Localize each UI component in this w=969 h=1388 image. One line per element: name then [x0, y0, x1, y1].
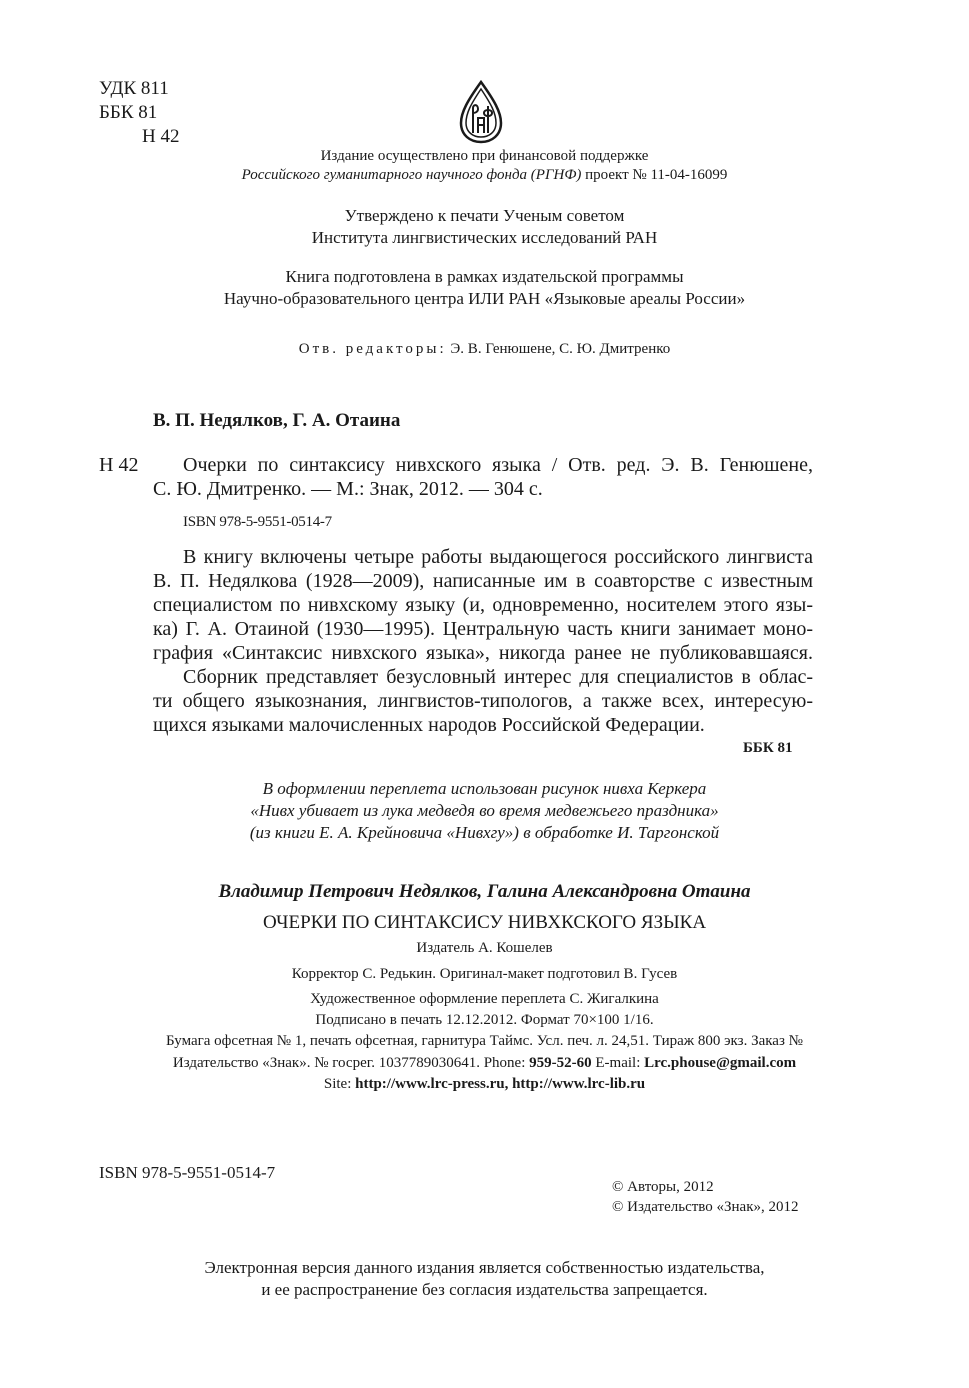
- email-label: E-mail:: [591, 1055, 645, 1071]
- bbk-code: ББК 81: [99, 102, 158, 123]
- phone-number: 959-52-60: [529, 1055, 592, 1071]
- fund-name: Российского гуманитарного научного фонда (РГНФ): [241, 167, 582, 183]
- annotation-p2-line-3: щихся языками малочисленных народов Российской Федерации.: [153, 714, 705, 736]
- editors-label: Отв. редакторы:: [298, 341, 447, 357]
- udk-code: УДК 811: [99, 78, 169, 99]
- annotation-p1-line-4: ка) Г. А. Отаиной (1930—1995). Центральную часть книги занимает моно-: [153, 618, 813, 640]
- cover-note-line-2: «Нивх убивает из лука медведя во время медвежьего праздника»: [250, 801, 719, 820]
- annotation-p2-line-1: Сборник представляет безусловный интерес для специалистов в облас-: [183, 666, 813, 688]
- record-mark: Н 42: [99, 454, 139, 476]
- editors-line: [0, 341, 969, 358]
- approved-line-2: Института лингвистических исследований РАН: [311, 228, 658, 247]
- imprint-title: ОЧЕРКИ ПО СИНТАКСИСУ НИВХКСКОГО ЯЗЫКА: [262, 912, 707, 933]
- annotation-bbk: ББК 81: [743, 740, 793, 756]
- site-links: http://www.lrc-press.ru, http://www.lrc-lib.ru: [355, 1076, 646, 1092]
- editors-names: Э. В. Генюшене, С. Ю. Дмитренко: [446, 341, 671, 357]
- email-address: Lrc.phouse@gmail.com: [644, 1055, 797, 1071]
- footer-isbn: ISBN 978-5-9551-0514-7: [99, 1163, 276, 1182]
- support-fund-line: [0, 167, 969, 184]
- imprint-paper: Бумага офсетная № 1, печать офсетная, гарнитура Таймс. Усл. печ. л. 24,51. Тираж 800 экз. Заказ №: [166, 1033, 803, 1049]
- cover-note-line-1: В оформлении переплета использован рисунок нивха Керкера: [262, 779, 707, 798]
- annotation-p1-line-1: В книгу включены четыре работы выдающегося российского лингвиста: [183, 546, 813, 568]
- imprint-staff: Корректор С. Редькин. Оригинал-макет подготовил В. Гусев: [291, 966, 678, 982]
- record-line-1: Очерки по синтаксису нивхского языка / Отв. ред. Э. В. Генюшене,: [183, 454, 813, 476]
- notice-line-1: Электронная версия данного издания является собственностью издательства,: [204, 1258, 765, 1277]
- imprint-authors: Владимир Петрович Недялков, Галина Александровна Отаина: [218, 881, 751, 902]
- annotation-p1-line-2: В. П. Недялкова (1928—2009), написанные им в соавторстве с известным: [153, 570, 813, 592]
- imprint-site: [0, 1076, 969, 1093]
- imprint-signed: Подписано в печать 12.12.2012. Формат 70×100 1/16.: [315, 1012, 654, 1028]
- support-line: Издание осуществлено при финансовой поддержке: [320, 148, 649, 164]
- program-line-2: Научно-образовательного центра ИЛИ РАН «Языковые ареалы России»: [223, 289, 746, 308]
- approved-line-1: Утверждено к печати Ученым советом: [344, 206, 625, 225]
- rgnf-logo-icon: [458, 80, 504, 144]
- site-label: Site:: [323, 1076, 356, 1092]
- record-isbn: ISBN 978-5-9551-0514-7: [183, 514, 332, 530]
- author-mark: Н 42: [142, 126, 180, 147]
- annotation-p2-line-2: ти общего языкознания, лингвистов-типологов, а также всех, интересую-: [153, 690, 813, 712]
- imprint-publisher: Издатель А. Кошелев: [416, 940, 553, 956]
- imprint-design: Художественное оформление переплета С. Жигалкина: [310, 991, 659, 1007]
- notice-line-2: и ее распространение без согласия издательства запрещается.: [261, 1280, 708, 1299]
- program-line-1: Книга подготовлена в рамках издательской программы: [285, 267, 684, 286]
- project-number: проект № 11-04-16099: [581, 167, 728, 183]
- annotation-p1-line-3: специалистом по нивхскому языку (и, одновременно, носителем этого язы-: [153, 594, 813, 616]
- copyright-authors: © Авторы, 2012: [612, 1179, 714, 1195]
- imprint-house: [0, 1055, 969, 1072]
- copyright-publisher: © Издательство «Знак», 2012: [612, 1199, 799, 1215]
- house-details: Издательство «Знак». № госрег. 1037789030641. Phone:: [172, 1055, 530, 1071]
- authors-heading: В. П. Недялков, Г. А. Отаина: [153, 410, 401, 431]
- annotation-p1-line-5: графия «Синтаксис нивхского языка», никогда ранее не публиковавшаяся.: [153, 642, 813, 664]
- cover-note-line-3: (из книги Е. А. Крейновича «Нивхгу») в обработке И. Таргонской: [249, 823, 720, 842]
- record-line-2: С. Ю. Дмитренко. — М.: Знак, 2012. — 304 с.: [153, 478, 543, 500]
